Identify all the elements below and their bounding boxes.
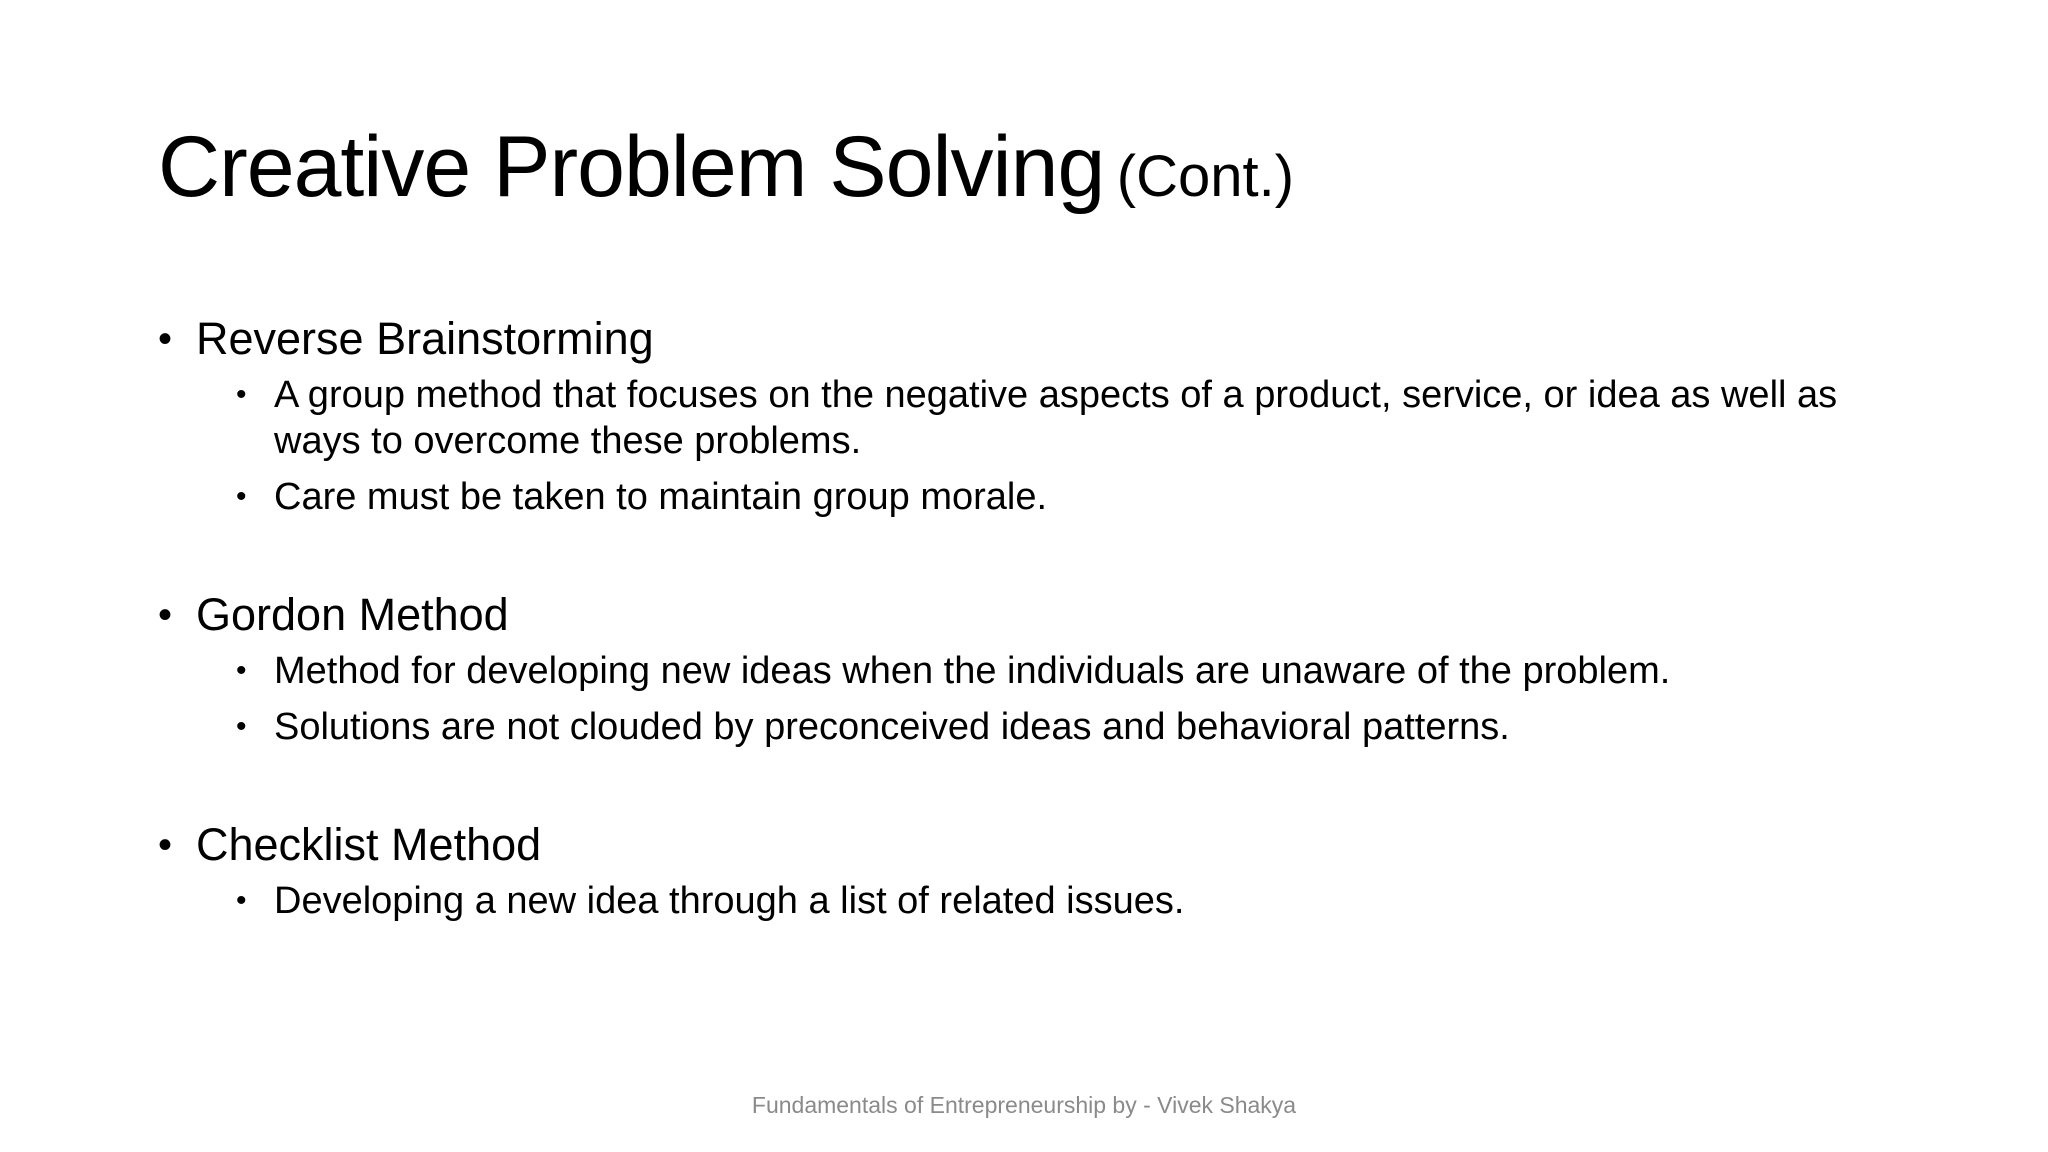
section-heading — [158, 816, 1898, 874]
bullet-icon: • — [236, 480, 247, 513]
title-main: Creative Problem Solving — [158, 119, 1105, 215]
section-checklist-method — [158, 816, 1898, 924]
sub-point-list — [158, 878, 1898, 924]
sub-point-text: Solutions are not clouded by preconceived ideas and behavioral patterns. — [274, 706, 1510, 748]
section-gordon-method — [158, 586, 1898, 750]
title-suffix: (Cont.) — [1116, 144, 1295, 209]
section-heading-text: Checklist Method — [196, 819, 542, 870]
slide-title — [158, 118, 1294, 217]
bullet-icon: • — [158, 317, 173, 361]
bullet-icon: • — [158, 593, 173, 637]
bullet-icon: • — [158, 823, 173, 867]
bullet-icon: • — [236, 884, 247, 917]
sub-point — [236, 648, 1898, 694]
sub-point — [236, 372, 1898, 464]
section-heading — [158, 586, 1898, 644]
sub-point — [236, 704, 1898, 750]
section-heading-text: Reverse Brainstorming — [196, 313, 654, 364]
sub-point-text: Care must be taken to maintain group morale. — [274, 476, 1048, 518]
bullet-content — [158, 310, 1898, 924]
section-heading-text: Gordon Method — [196, 589, 509, 640]
sub-point-text: A group method that focuses on the negative aspects of a product, service, or idea as well as ways to overcome these problems. — [274, 374, 1838, 462]
bullet-icon: • — [236, 378, 247, 411]
section-heading — [158, 310, 1898, 368]
sub-point — [236, 474, 1898, 520]
sub-point — [236, 878, 1898, 924]
sub-point-text: Developing a new idea through a list of related issues. — [274, 880, 1185, 922]
sub-point-list — [158, 372, 1898, 520]
sub-point-text: Method for developing new ideas when the individuals are unaware of the problem. — [274, 650, 1671, 692]
slide-footer: Fundamentals of Entrepreneurship by - Vivek Shakya — [751, 1092, 1297, 1118]
bullet-icon: • — [236, 654, 247, 687]
section-reverse-brainstorming — [158, 310, 1898, 520]
bullet-icon: • — [236, 710, 247, 743]
sub-point-list — [158, 648, 1898, 750]
